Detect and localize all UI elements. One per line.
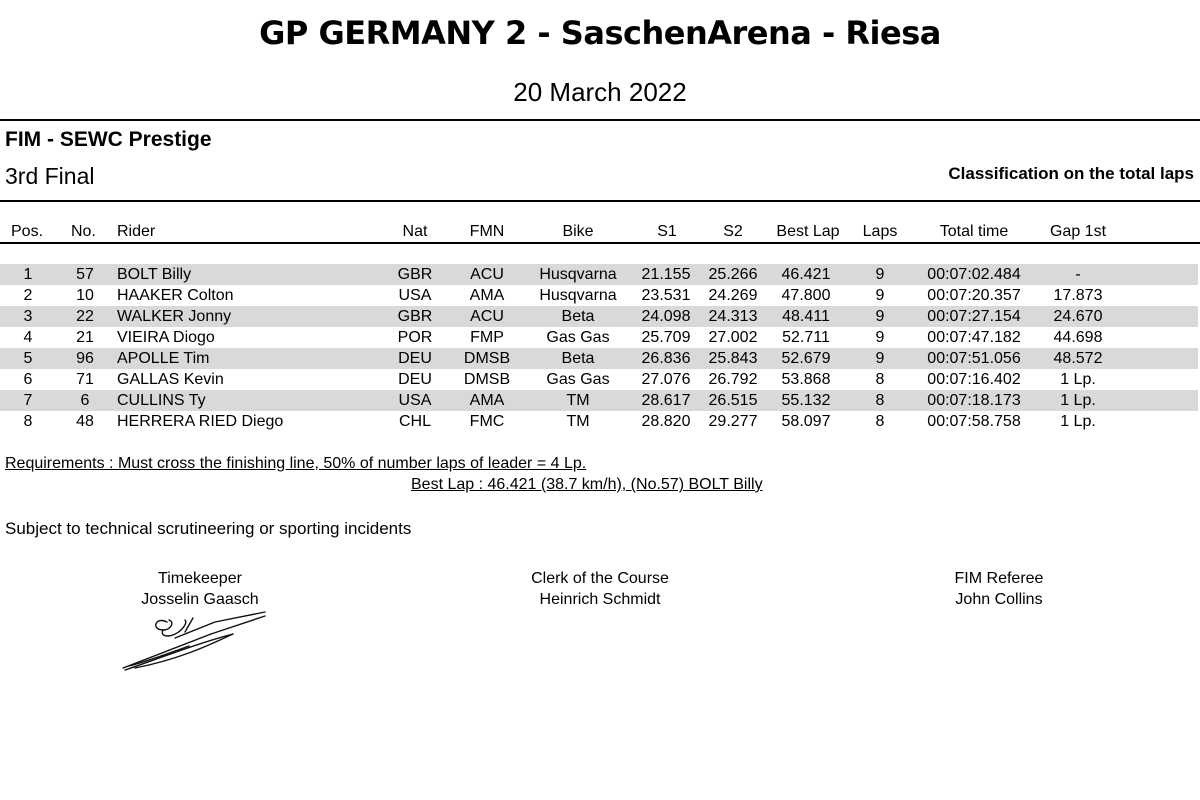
cell-nat: USA	[398, 392, 432, 409]
cell-best-lap: 52.711	[782, 329, 830, 346]
cell-no: 6	[80, 392, 90, 409]
cell-pos: 6	[23, 371, 33, 388]
cell-s2: 29.277	[708, 413, 758, 430]
cell-gap: -	[1075, 266, 1081, 283]
col-header-fmn: FMN	[469, 223, 505, 240]
cell-total-time: 00:07:18.173	[927, 392, 1021, 409]
official-timekeeper	[100, 568, 300, 610]
cell-fmn: AMA	[469, 392, 505, 409]
cell-gap: 48.572	[1053, 350, 1103, 367]
cell-s1: 25.709	[641, 329, 691, 346]
cell-gap: 1 Lp.	[1060, 413, 1096, 430]
cell-fmn: ACU	[470, 308, 504, 325]
cell-s2: 26.792	[708, 371, 758, 388]
cell-nat: USA	[398, 287, 432, 304]
col-header-s2: S2	[723, 223, 743, 240]
cell-total-time: 00:07:02.484	[927, 266, 1021, 283]
best-lap-note: Best Lap : 46.421 (38.7 km/h), (No.57) BOLT Billy	[411, 476, 763, 493]
cell-total-time: 00:07:20.357	[927, 287, 1021, 304]
official-name: Heinrich Schmidt	[539, 591, 661, 608]
cell-no: 71	[76, 371, 94, 388]
col-header-pos: Pos.	[11, 223, 44, 240]
cell-fmn: FMC	[469, 413, 505, 430]
cell-rider: WALKER Jonny	[117, 308, 232, 325]
cell-nat: GBR	[397, 266, 433, 283]
cell-laps: 9	[875, 308, 885, 325]
cell-laps: 9	[875, 329, 885, 346]
cell-rider: CULLINS Ty	[117, 392, 206, 409]
col-header-best-lap: Best Lap	[776, 223, 840, 240]
cell-laps: 9	[875, 266, 885, 283]
cell-rider: VIEIRA Diogo	[117, 329, 215, 346]
official-referee	[899, 568, 1099, 610]
cell-fmn: DMSB	[463, 371, 511, 388]
table-row	[0, 390, 1198, 411]
cell-s1: 27.076	[641, 371, 691, 388]
cell-bike: Gas Gas	[546, 329, 610, 346]
cell-pos: 2	[23, 287, 33, 304]
cell-total-time: 00:07:16.402	[927, 371, 1021, 388]
signature-image	[115, 608, 275, 674]
cell-best-lap: 58.097	[781, 413, 831, 430]
cell-total-time: 00:07:27.154	[927, 308, 1021, 325]
cell-bike: TM	[566, 392, 590, 409]
cell-rider: BOLT Billy	[117, 266, 192, 283]
page-title: GP GERMANY 2 - SaschenArena - Riesa	[259, 14, 941, 52]
cell-s2: 24.313	[708, 308, 758, 325]
official-name: John Collins	[955, 591, 1043, 608]
cell-s1: 28.820	[641, 413, 691, 430]
cell-gap: 17.873	[1053, 287, 1103, 304]
cell-laps: 9	[875, 287, 885, 304]
cell-no: 48	[76, 413, 94, 430]
requirements-note: Requirements : Must cross the finishing line, 50% of number laps of leader = 4 Lp.	[5, 455, 587, 472]
cell-laps: 9	[875, 350, 885, 367]
table-row	[0, 327, 1198, 348]
table-row	[0, 306, 1198, 327]
cell-nat: DEU	[398, 371, 432, 388]
classification-note: Classification on the total laps	[948, 164, 1194, 183]
cell-best-lap: 55.132	[781, 392, 831, 409]
cell-nat: POR	[397, 329, 433, 346]
cell-best-lap: 47.800	[781, 287, 831, 304]
official-clerk	[480, 568, 720, 610]
col-header-gap: Gap 1st	[1049, 223, 1107, 240]
cell-s2: 27.002	[708, 329, 758, 346]
cell-s2: 24.269	[708, 287, 758, 304]
event-date: 20 March 2022	[513, 77, 687, 107]
official-role: FIM Referee	[954, 570, 1044, 587]
cell-s2: 25.843	[708, 350, 758, 367]
cell-rider: APOLLE Tim	[117, 350, 210, 367]
cell-total-time: 00:07:47.182	[927, 329, 1021, 346]
cell-no: 57	[76, 266, 94, 283]
race-name: 3rd Final	[5, 163, 95, 189]
cell-s1: 28.617	[641, 392, 691, 409]
cell-laps: 8	[875, 371, 885, 388]
championship-name: FIM - SEWC Prestige	[5, 128, 212, 151]
col-header-nat: Nat	[402, 223, 428, 240]
official-role: Clerk of the Course	[531, 570, 669, 587]
cell-bike: Gas Gas	[546, 371, 610, 388]
cell-fmn: ACU	[470, 266, 504, 283]
cell-rider: HAAKER Colton	[117, 287, 234, 304]
cell-s1: 26.836	[641, 350, 691, 367]
cell-nat: DEU	[398, 350, 432, 367]
cell-pos: 3	[23, 308, 33, 325]
divider	[0, 119, 1200, 121]
cell-pos: 4	[23, 329, 33, 346]
cell-pos: 1	[23, 266, 33, 283]
cell-no: 10	[76, 287, 94, 304]
cell-fmn: FMP	[470, 329, 504, 346]
cell-s1: 24.098	[641, 308, 691, 325]
cell-nat: CHL	[398, 413, 432, 430]
cell-s1: 21.155	[641, 266, 691, 283]
cell-best-lap: 48.411	[782, 308, 830, 325]
cell-total-time: 00:07:58.758	[927, 413, 1021, 430]
col-header-bike: Bike	[562, 223, 594, 240]
cell-rider: HERRERA RIED Diego	[117, 413, 284, 430]
cell-s1: 23.531	[641, 287, 691, 304]
cell-pos: 8	[23, 413, 33, 430]
cell-s2: 25.266	[708, 266, 758, 283]
cell-bike: Husqvarna	[539, 266, 617, 283]
cell-bike: Husqvarna	[539, 287, 617, 304]
col-header-rider: Rider	[117, 223, 156, 240]
cell-total-time: 00:07:51.056	[927, 350, 1021, 367]
cell-laps: 8	[875, 413, 885, 430]
cell-laps: 8	[875, 392, 885, 409]
cell-s2: 26.515	[708, 392, 758, 409]
official-name: Josselin Gaasch	[141, 591, 259, 608]
cell-pos: 5	[23, 350, 33, 367]
cell-gap: 44.698	[1053, 329, 1103, 346]
cell-best-lap: 46.421	[781, 266, 831, 283]
table-row	[0, 264, 1198, 285]
disclaimer: Subject to technical scrutineering or sporting incidents	[5, 519, 412, 538]
cell-bike: Beta	[561, 350, 595, 367]
cell-bike: Beta	[561, 308, 595, 325]
cell-best-lap: 53.868	[781, 371, 831, 388]
table-row	[0, 369, 1198, 390]
divider	[0, 200, 1200, 202]
table-row	[0, 411, 1198, 432]
divider	[0, 242, 1200, 244]
cell-fmn: DMSB	[463, 350, 511, 367]
cell-no: 96	[76, 350, 94, 367]
cell-no: 21	[76, 329, 94, 346]
table-row	[0, 285, 1198, 306]
cell-fmn: AMA	[469, 287, 505, 304]
cell-gap: 1 Lp.	[1060, 392, 1096, 409]
col-header-laps: Laps	[862, 223, 898, 240]
cell-bike: TM	[566, 413, 590, 430]
col-header-total-time: Total time	[939, 223, 1009, 240]
cell-pos: 7	[23, 392, 33, 409]
col-header-s1: S1	[657, 223, 677, 240]
official-role: Timekeeper	[158, 570, 242, 587]
cell-gap: 24.670	[1053, 308, 1103, 325]
cell-rider: GALLAS Kevin	[117, 371, 224, 388]
col-header-no: No.	[71, 223, 96, 240]
table-row	[0, 348, 1198, 369]
cell-no: 22	[76, 308, 94, 325]
cell-gap: 1 Lp.	[1060, 371, 1096, 388]
cell-best-lap: 52.679	[781, 350, 831, 367]
cell-nat: GBR	[397, 308, 433, 325]
